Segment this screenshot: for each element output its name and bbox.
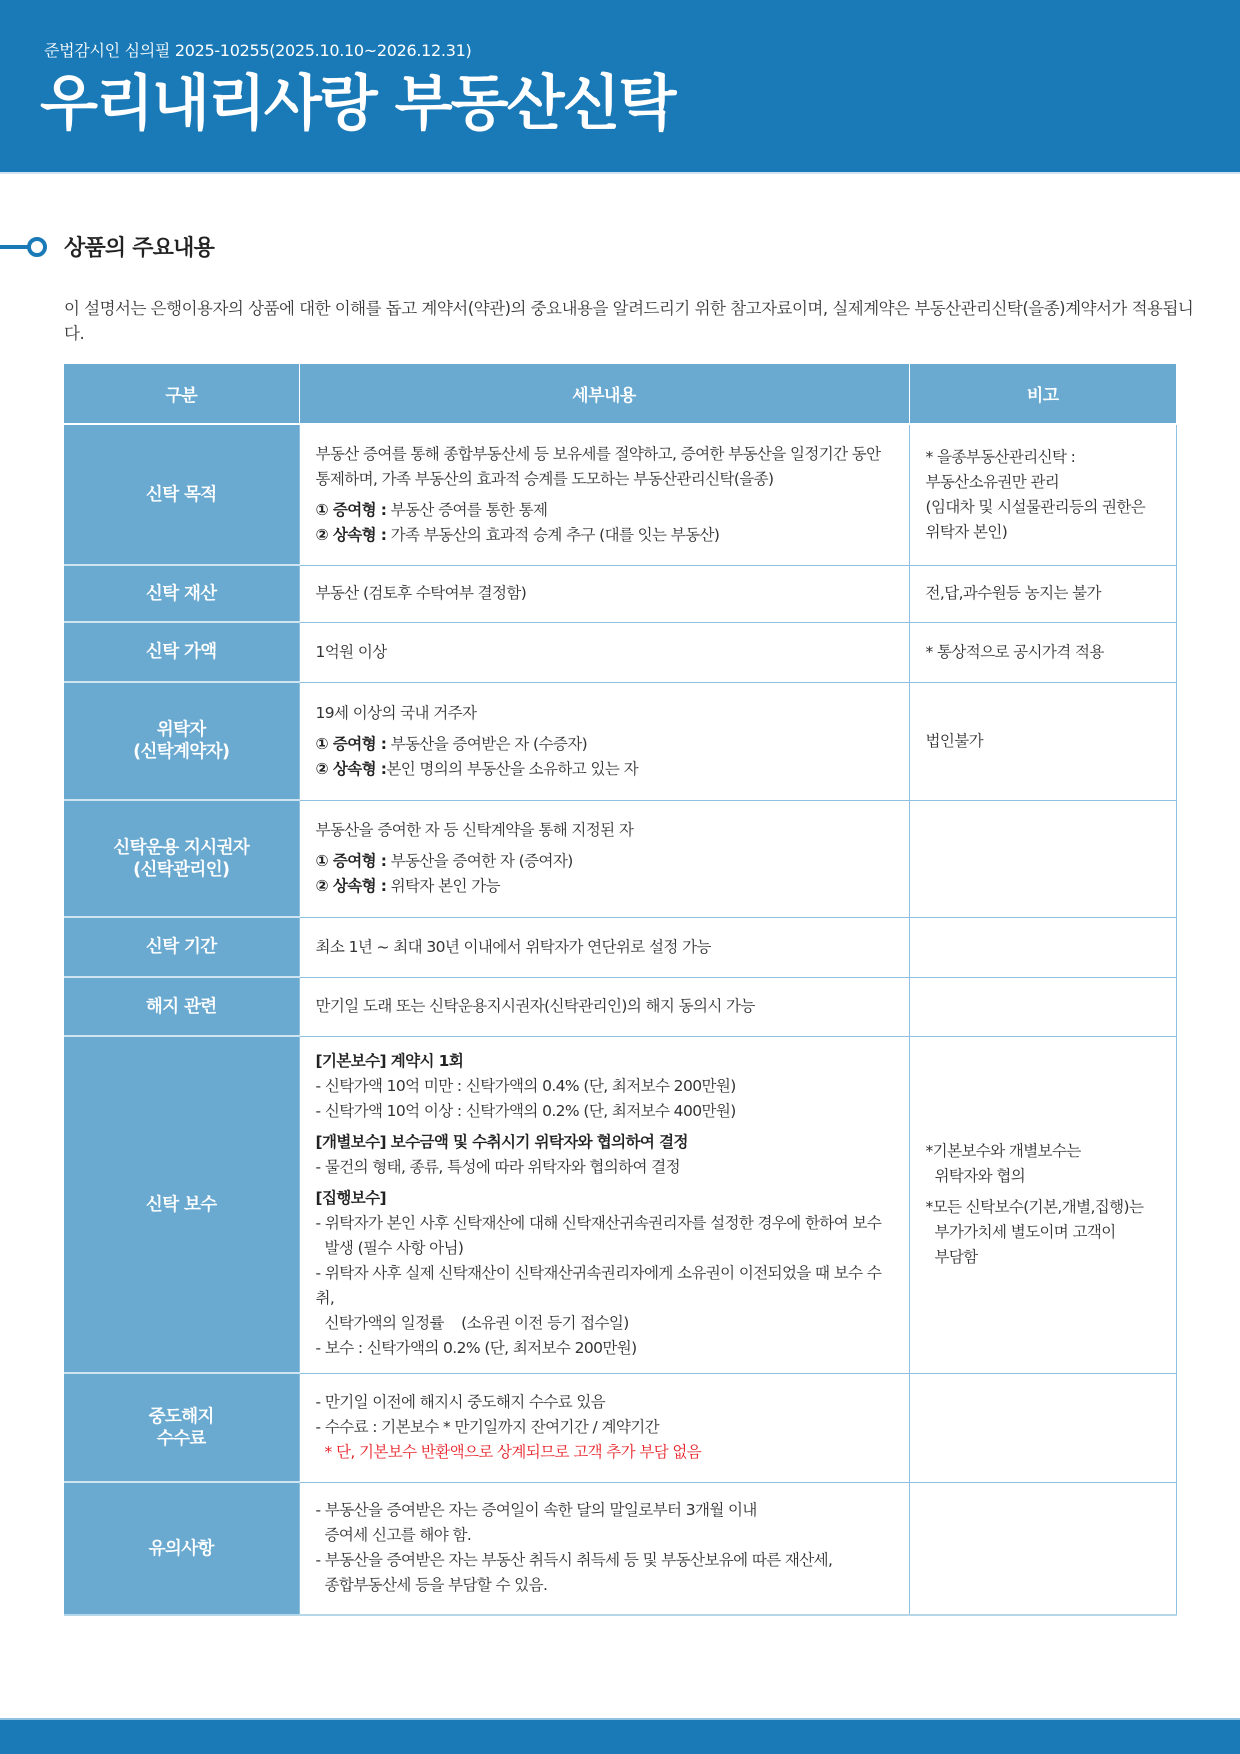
detail-line: - 만기일 이전에 해지시 중도해지 수수료 있음 [315,1393,606,1411]
category-label: 신탁 재산 [145,583,217,604]
type-label: ① 증여형 : [315,734,387,753]
table-header-row [64,364,1176,424]
table-row [64,622,1176,682]
fee-block-basic [316,1049,893,1124]
banner-divider [0,172,1240,174]
detail-types [316,732,893,782]
table-row [64,977,1176,1036]
fee-line: - 물건의 형태, 종류, 특성에 따라 위탁자와 협의하여 결정 [315,1157,680,1176]
section-heading [0,230,600,264]
type-text: 부동산 증여를 통한 통제 [386,500,548,519]
detail-line: - 수수료 : 기본보수 * 만기일까지 잔여기간 / 계약기간 [315,1418,659,1436]
category-label: 신탁 보수 [145,1194,217,1215]
fee-line: - 위탁자가 본인 사후 신탁재산에 대해 신탁재산귀속권리자를 설정한 경우에 한하여 보수 [315,1213,882,1232]
detail-line: 통제하며, 가족 부동산의 효과적 승계를 도모하는 부동산관리신탁(을종) [315,469,774,488]
section-title: 상품의 주요내용 [64,236,215,261]
category-label: 신탁 가액 [145,642,217,662]
row-category [64,800,299,917]
remark-line: *모든 신탁보수(기본,개별,집행)는 [925,1198,1144,1216]
row-category [64,682,299,800]
fee-block-execution [316,1186,893,1361]
category-sublabel: (신탁계약자) [133,742,230,762]
product-summary-table [64,364,1176,1616]
type-item [316,757,893,782]
warning-note: * 단, 기본보수 반환액으로 상계되므로 고객 추가 부담 없음 [324,1443,702,1461]
row-category [64,565,299,622]
remark-line: * 을종부동산관리신탁 : [925,447,1076,466]
detail-line: 증여세 신고를 해야 함. [324,1526,472,1545]
type-item [316,849,893,874]
type-text: 위탁자 본인 가능 [386,877,500,895]
category-label: 중도해지 [148,1406,214,1427]
row-detail: 최소 1년 ~ 최대 30년 이내에서 위탁자가 연단위로 설정 가능 [299,917,909,977]
row-remark [909,917,1176,977]
table-row [64,682,1176,800]
row-detail [299,1036,909,1373]
fee-heading [316,1186,893,1211]
row-remark: 법인불가 [909,682,1176,800]
fee-line: 신탁가액의 일정률 (소유권 이전 등기 접수일) [324,1313,629,1332]
row-category [64,1482,299,1615]
row-detail [299,682,909,800]
row-detail [299,424,909,565]
intro-paragraph: 이 설명서는 은행이용자의 상품에 대한 이해를 돕고 계약서(약관)의 중요내용을 알려드리기 위한 참고자료이며, 실제계약은 부동산관리신탁(을종)계약서가 적용됩니다. [64,299,1194,343]
remark-line: *기본보수와 개별보수는 [925,1142,1081,1160]
detail-line: - 부동산을 증여받은 자는 부동산 취득시 취득세 등 및 부동산보유에 따른 재산세, [315,1551,833,1570]
category-label: 해지 관련 [145,996,217,1017]
row-detail [299,1373,909,1482]
fee-heading-label: [개별보수] [315,1132,386,1151]
row-remark [909,424,1176,565]
fee-line: - 신탁가액 10억 미만 : 신탁가액의 0.4% (단, 최저보수 200만원) [315,1076,736,1095]
type-label: ① 증여형 : [315,500,387,519]
category-label: 신탁운용 지시권자 [113,837,250,858]
fee-line: 발생 (필수 사항 아님) [324,1238,464,1257]
remark-line: 부동산소유권만 관리 [925,472,1060,491]
fee-heading-text: 보수금액 및 수취시기 위탁자와 협의하여 결정 [385,1132,688,1151]
header-banner [0,0,1240,172]
fee-heading [316,1130,893,1155]
remark-line: 부담함 [934,1248,978,1266]
fee-block-individual [316,1130,893,1180]
table-row [64,1373,1176,1482]
table-row [64,1036,1176,1373]
row-remark [909,800,1176,917]
table-row [64,917,1176,977]
category-label: 유의사항 [148,1538,214,1559]
detail-types [316,849,893,899]
category-sublabel: 수수료 [156,1428,206,1449]
fee-line: - 신탁가액 10억 이상 : 신탁가액의 0.2% (단, 최저보수 400만원) [315,1101,736,1120]
category-label: 신탁 목적 [145,484,217,505]
detail-types [316,498,893,548]
row-remark [909,977,1176,1036]
row-detail [299,1482,909,1615]
row-remark [909,1036,1176,1373]
remark-line: 부가가치세 별도이며 고객이 [934,1223,1116,1241]
table-row [64,800,1176,917]
compliance-note: 준법감시인 심의필 2025-10255(2025.10.10~2026.12.31) [44,41,472,60]
table-row [64,424,1176,565]
detail-line: - 부동산을 증여받은 자는 증여일이 속한 달의 말일로부터 3개월 이내 [315,1501,757,1520]
row-remark: * 통상적으로 공시가격 적용 [909,622,1176,682]
table-row [64,1482,1176,1615]
detail-line: 부동산 증여를 통해 종합부동산세 등 보유세를 절약하고, 증여한 부동산을 일정기간 동안 [315,444,881,463]
type-label: ① 증여형 : [315,852,387,870]
remark-line: (임대차 및 시설물관리등의 권한은 [925,497,1146,516]
detail-line: 19세 이상의 국내 거주자 [315,703,477,722]
row-category [64,1373,299,1482]
row-category [64,1036,299,1373]
type-item [316,498,893,523]
column-header-details: 세부내용 [299,364,909,424]
row-detail: 만기일 도래 또는 신탁운용지시권자(신탁관리인)의 해지 동의시 가능 [299,977,909,1036]
table-row [64,565,1176,622]
detail-line: 종합부동산세 등을 부담할 수 있음. [324,1576,548,1595]
line-circle-bullet-icon [0,245,30,249]
fee-line: - 위탁자 사후 실제 신탁재산이 신탁재산귀속권리자에게 소유권이 이전되었을 때 보수 수취, [315,1263,882,1307]
column-header-remarks: 비고 [909,364,1176,424]
type-text: 부동산을 증여한 자 (증여자) [386,852,573,870]
fee-heading-label: [집행보수] [315,1188,386,1207]
category-label: 신탁 기간 [145,937,217,957]
row-category [64,977,299,1036]
remark-line: 위탁자 본인) [925,522,1008,541]
row-detail: 부동산 (검토후 수탁여부 결정함) [299,565,909,622]
row-category [64,622,299,682]
detail-line: 부동산을 증여한 자 등 신탁계약을 통해 지정된 자 [315,821,634,839]
type-label: ② 상속형 : [315,877,387,895]
column-header-category: 구분 [64,364,299,424]
type-text: 부동산을 증여받은 자 (수증자) [386,734,588,753]
fee-heading-text: 계약시 1회 [385,1051,464,1070]
fee-line: - 보수 : 신탁가액의 0.2% (단, 최저보수 200만원) [315,1338,637,1357]
type-label: ② 상속형 : [315,759,387,778]
row-category [64,917,299,977]
remark-block [926,1195,1160,1270]
row-remark: 전,답,과수원등 농지는 불가 [909,565,1176,622]
footer-band [0,1718,1240,1754]
type-label: ② 상속형 : [315,525,387,544]
fee-heading [316,1049,893,1074]
type-text: 가족 부동산의 효과적 승계 추구 (대를 잇는 부동산) [386,525,720,544]
type-item [316,874,893,899]
detail-text [316,442,893,492]
page-title: 우리내리사랑 부동산신탁 [40,69,675,139]
fee-heading-label: [기본보수] [315,1051,386,1070]
circle-bullet-icon [27,237,47,257]
row-category [64,424,299,565]
category-sublabel: (신탁관리인) [133,859,230,880]
type-item [316,732,893,757]
row-detail [299,800,909,917]
category-label: 위탁자 [156,720,206,740]
row-remark [909,1373,1176,1482]
row-remark [909,1482,1176,1615]
remark-block [926,1139,1160,1189]
type-text: 본인 명의의 부동산을 소유하고 있는 자 [386,759,638,778]
remark-line: 위탁자와 협의 [934,1167,1026,1185]
type-item [316,523,893,548]
row-detail: 1억원 이상 [299,622,909,682]
